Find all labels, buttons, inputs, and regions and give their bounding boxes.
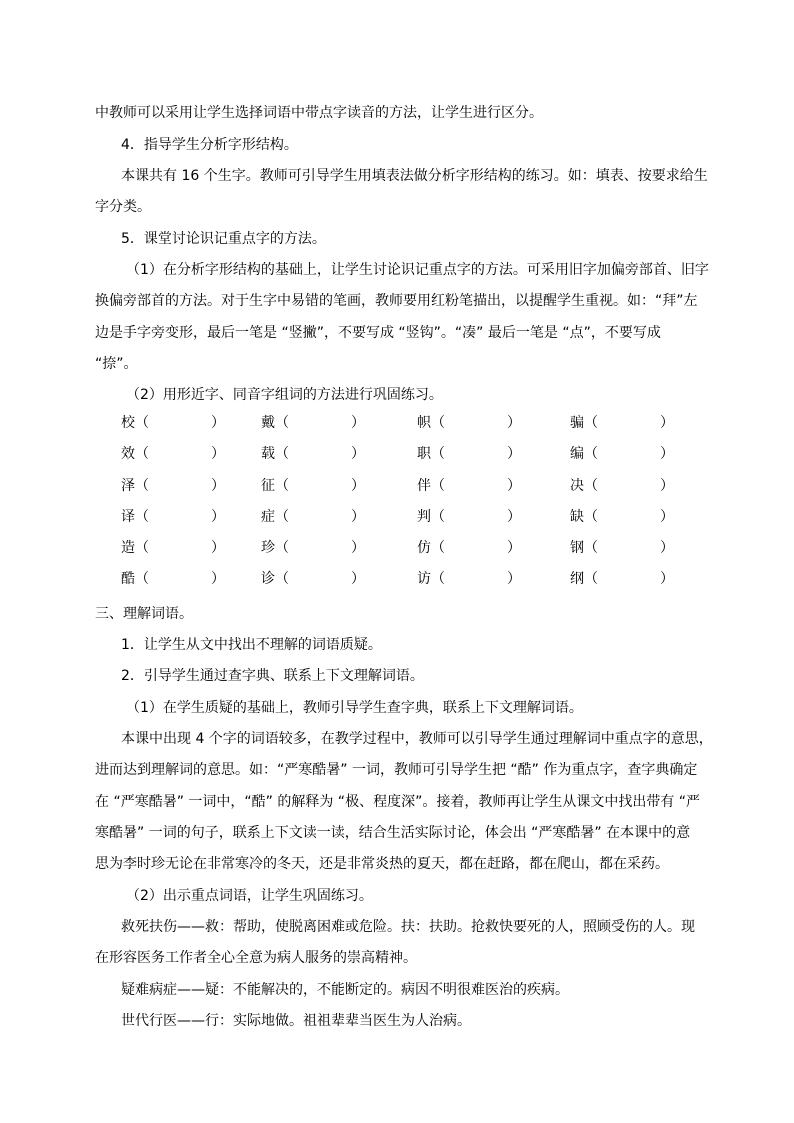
close-paren: ） <box>660 571 674 588</box>
close-paren: ） <box>351 508 365 525</box>
exercise-character: 诊 <box>261 571 275 588</box>
exercise-character: 泽 <box>121 477 135 494</box>
open-paren: （ <box>431 508 445 525</box>
paragraph-line: “捺”。 <box>95 356 138 372</box>
close-paren: ） <box>507 446 521 463</box>
exercise-row <box>121 508 681 539</box>
close-paren: ） <box>507 508 521 525</box>
open-paren: （ <box>275 508 289 525</box>
exercise-cell <box>261 570 365 588</box>
open-paren: （ <box>275 415 289 431</box>
exercise-cell <box>121 477 225 495</box>
exercise-character: 编 <box>570 446 584 463</box>
open-paren: （ <box>584 571 598 588</box>
exercise-row <box>121 414 681 445</box>
paragraph-line: （2）用形近字、同音字组词的方法进行巩固练习。 <box>126 387 443 403</box>
exercise-cell <box>570 508 674 526</box>
exercise-character: 骗 <box>570 415 584 431</box>
close-paren: ） <box>351 571 365 588</box>
close-paren: ） <box>351 477 365 494</box>
close-paren: ） <box>507 415 521 431</box>
paragraph-line: 在 “严寒酷暑” 一词中，“酷” 的解释为 “极、程度深”。接着，教师再让学生从课文中找出带有 “严 <box>95 794 701 810</box>
exercise-character: 酷 <box>121 571 135 588</box>
paragraph-line: 寒酷暑” 一词的句子，联系上下文读一读，结合生活实际讨论，体会出 “严寒酷暑” 在本课中的意 <box>95 825 691 841</box>
close-paren: ） <box>660 415 674 431</box>
exercise-cell <box>417 414 521 432</box>
close-paren: ） <box>660 508 674 525</box>
exercise-cell <box>570 539 674 557</box>
exercise-row <box>121 445 681 476</box>
close-paren: ） <box>211 446 225 463</box>
open-paren: （ <box>135 571 149 588</box>
open-paren: （ <box>275 446 289 463</box>
exercise-character: 戴 <box>261 415 275 431</box>
open-paren: （ <box>135 540 149 557</box>
exercise-cell <box>261 477 365 495</box>
exercise-cell <box>417 539 521 557</box>
exercise-character: 伴 <box>417 477 431 494</box>
paragraph-line: 在形容医务工作者全心全意为病人服务的崇高精神。 <box>95 950 417 966</box>
open-paren: （ <box>584 477 598 494</box>
exercise-cell <box>121 508 225 526</box>
close-paren: ） <box>507 571 521 588</box>
exercise-row <box>121 539 681 570</box>
exercise-character: 载 <box>261 446 275 463</box>
close-paren: ） <box>351 540 365 557</box>
open-paren: （ <box>135 446 149 463</box>
exercise-cell <box>261 508 365 526</box>
paragraph-line: 世代行医——行：实际地做。祖祖辈辈当医生为人治病。 <box>121 1013 471 1029</box>
exercise-character: 职 <box>417 446 431 463</box>
exercise-row <box>121 477 681 508</box>
exercise-character: 症 <box>261 508 275 525</box>
open-paren: （ <box>584 540 598 557</box>
exercise-character: 帜 <box>417 415 431 431</box>
exercise-character: 决 <box>570 477 584 494</box>
exercise-character: 校 <box>121 415 135 431</box>
word-exercise-grid <box>121 414 681 602</box>
exercise-character: 仿 <box>417 540 431 557</box>
open-paren: （ <box>275 571 289 588</box>
paragraph-line: 疑难病症——疑：不能解决的，不能断定的。病因不明很难医治的疾病。 <box>121 982 569 998</box>
paragraph-line: 边是手字旁变形，最后一笔是 “竖撇”，不要写成 “竖钩”。“凑” 最后一笔是 “点”，不要写成 <box>95 325 661 341</box>
section-heading: 4．指导学生分析字形结构。 <box>121 137 298 153</box>
exercise-cell <box>570 570 674 588</box>
paragraph-line: 中教师可以采用让学生选择词语中带点字读音的方法，让学生进行区分。 <box>95 105 543 121</box>
close-paren: ） <box>660 446 674 463</box>
close-paren: ） <box>660 540 674 557</box>
paragraph-line: 换偏旁部首的方法。对于生字中易错的笔画，教师要用红粉笔描出，以提醒学生重视。如：“拜”左 <box>95 293 698 309</box>
close-paren: ） <box>507 540 521 557</box>
exercise-cell <box>121 570 225 588</box>
open-paren: （ <box>275 540 289 557</box>
exercise-cell <box>121 445 225 463</box>
exercise-cell <box>570 414 674 432</box>
exercise-cell <box>121 414 225 432</box>
close-paren: ） <box>507 477 521 494</box>
exercise-cell <box>261 445 365 463</box>
exercise-character: 钢 <box>570 540 584 557</box>
exercise-character: 效 <box>121 446 135 463</box>
exercise-character: 判 <box>417 508 431 525</box>
exercise-character: 缺 <box>570 508 584 525</box>
paragraph-line: （2）出示重点词语，让学生巩固练习。 <box>126 888 373 904</box>
paragraph-line: 救死扶伤——救：帮助，使脱离困难或危险。扶：扶助。抢救快要死的人，照顾受伤的人。现 <box>121 919 695 935</box>
close-paren: ） <box>211 477 225 494</box>
exercise-cell <box>261 414 365 432</box>
close-paren: ） <box>660 477 674 494</box>
paragraph-line: （1）在学生质疑的基础上，教师引导学生查字典，联系上下文理解词语。 <box>126 700 583 716</box>
open-paren: （ <box>431 540 445 557</box>
open-paren: （ <box>431 446 445 463</box>
open-paren: （ <box>584 508 598 525</box>
exercise-cell <box>121 539 225 557</box>
exercise-cell <box>417 445 521 463</box>
open-paren: （ <box>431 571 445 588</box>
open-paren: （ <box>584 446 598 463</box>
exercise-cell <box>417 508 521 526</box>
open-paren: （ <box>431 415 445 431</box>
exercise-character: 珍 <box>261 540 275 557</box>
exercise-cell <box>261 539 365 557</box>
paragraph-line: 思为李时珍无论在非常寒冷的冬天，还是非常炎热的夏天，都在赶路，都在爬山，都在采药。 <box>95 856 669 872</box>
close-paren: ） <box>351 415 365 431</box>
exercise-character: 征 <box>261 477 275 494</box>
exercise-row <box>121 570 681 601</box>
exercise-character: 译 <box>121 508 135 525</box>
paragraph-line: 进而达到理解词的意思。如：“严寒酷暑” 一词，教师可引导学生把 “酷” 作为重点字，查字典确定 <box>95 762 698 778</box>
paragraph-line: 1．让学生从文中找出不理解的词语质疑。 <box>121 637 382 653</box>
open-paren: （ <box>135 415 149 431</box>
paragraph-line: 字分类。 <box>95 199 151 215</box>
section-heading: 三、理解词语。 <box>95 606 193 622</box>
close-paren: ） <box>211 508 225 525</box>
paragraph-line: （1）在分析字形结构的基础上，让学生讨论识记重点字的方法。可采用旧字加偏旁部首、旧字 <box>126 262 709 278</box>
exercise-cell <box>570 477 674 495</box>
exercise-character: 纲 <box>570 571 584 588</box>
paragraph-line: 2．引导学生通过查字典、联系上下文理解词语。 <box>121 668 424 684</box>
exercise-character: 访 <box>417 571 431 588</box>
open-paren: （ <box>135 477 149 494</box>
section-heading: 5．课堂讨论识记重点字的方法。 <box>121 231 326 247</box>
close-paren: ） <box>211 415 225 431</box>
exercise-character: 造 <box>121 540 135 557</box>
close-paren: ） <box>211 571 225 588</box>
paragraph-line: 本课共有 16 个生字。教师可引导学生用填表法做分析字形结构的练习。如：填表、按要求给生 <box>121 168 708 184</box>
close-paren: ） <box>211 540 225 557</box>
open-paren: （ <box>275 477 289 494</box>
exercise-cell <box>417 570 521 588</box>
open-paren: （ <box>135 508 149 525</box>
paragraph-line: 本课中出现 4 个字的词语较多，在教学过程中，教师可以引导学生通过理解词中重点字的意思， <box>121 731 713 747</box>
open-paren: （ <box>584 415 598 431</box>
close-paren: ） <box>351 446 365 463</box>
exercise-cell <box>417 477 521 495</box>
open-paren: （ <box>431 477 445 494</box>
exercise-cell <box>570 445 674 463</box>
